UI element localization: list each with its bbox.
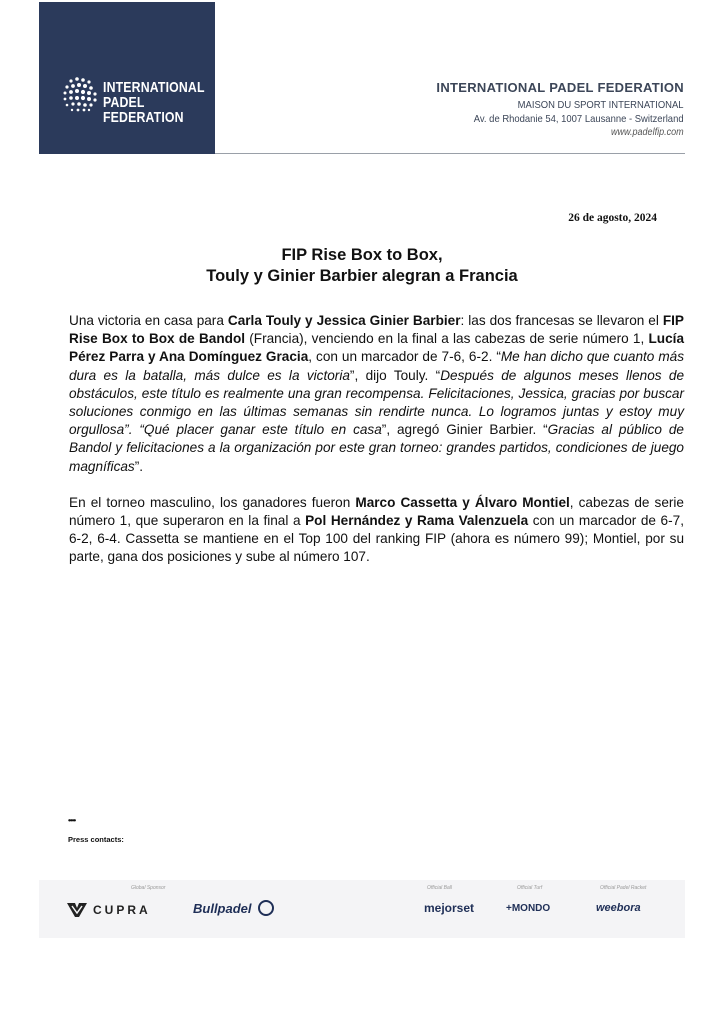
title-line-2: Touly y Ginier Barbier alegran a Francia [206, 267, 518, 285]
quote-text: Me han dicho que cuanto más dura es la batalla, más dulce es la victoria [69, 349, 684, 383]
separator-dots: •••• [68, 816, 76, 825]
text: ”, agregó Ginier Barbier. “ [381, 422, 548, 438]
text: , cabezas de serie número 1, que superaron en la final a [69, 494, 684, 529]
logo-line-2: PADEL [103, 94, 145, 111]
text: con un marcador de 6-7, 6-2, 6-4. Cassetta se mantiene en el Top 100 del ranking FIP (ahora es número 99); Montiel, por su parte, gana dos posiciones y sube al número 107. [69, 513, 684, 565]
logo-wordmark [103, 80, 205, 125]
sponsor-mondo-text: MONDO [511, 903, 551, 914]
text: (Francia), venciendo en la final a las cabezas de serie número 1, [245, 331, 649, 347]
press-contacts-label: Press contacts: [68, 835, 124, 844]
sponsors-bar [39, 880, 685, 938]
bold-text: Marco Cassetta y Álvaro Montiel [355, 494, 570, 510]
org-line-1: MAISON DU SPORT INTERNATIONAL [518, 99, 684, 111]
org-address-block [436, 80, 684, 140]
logo-line-3: FEDERATION [103, 109, 184, 126]
press-body [69, 312, 684, 585]
text: ”. [134, 458, 144, 474]
sponsor-mejorset: mejorset [424, 901, 475, 915]
sponsor-mondo [506, 903, 550, 914]
text: : las dos francesas se llevaron el [460, 313, 663, 328]
sponsor-label-ball: Official Ball [427, 885, 453, 891]
sponsor-label-global: Global Sponsor [131, 885, 166, 891]
text: , con un marcador de 7-6, 6-2. “ [308, 349, 501, 365]
bullpadel-emblem-icon [257, 900, 275, 916]
press-date: 26 de agosto, 2024 [568, 212, 657, 224]
bold-text: FIP Rise Box to Box de Bandol [69, 313, 684, 347]
header-divider [215, 153, 685, 154]
org-line-2: Av. de Rhodanie 54, 1007 Lausanne - Switzerland [474, 113, 684, 125]
sponsor-weebora: weebora [596, 902, 641, 914]
bold-text: Carla Touly y Jessica Ginier Barbier [227, 313, 461, 328]
sponsor-cupra: CUPRA [93, 903, 151, 917]
bold-text: Lucía Pérez Parra y Ana Domínguez Gracia [69, 331, 685, 365]
plus-icon: + [506, 903, 512, 914]
paragraph-women [69, 312, 684, 476]
logo-block [39, 2, 215, 154]
paragraph-men [69, 494, 684, 567]
bold-text: Pol Hernández y Rama Valenzuela [305, 513, 529, 529]
padel-ball-icon [57, 73, 101, 117]
press-title [60, 245, 664, 287]
sponsor-bullpadel: Bullpadel [193, 901, 252, 916]
title-line-1: FIP Rise Box to Box, [281, 246, 443, 264]
text: ”, dijo Touly. “ [349, 367, 441, 383]
quote-text: Después de algunos meses llenos de obstáculos, este título es realmente una gran recompensa. Felicitaciones, Jessica, gracias por buscar soluciones conmigo en las últimas semanas sin rendirte nunca. Lo logramos juntas y estoy muy orgullosa”. “Qué placer ganar este título en casa [69, 367, 685, 438]
quote-text: Gracias al público de Bandol y felicitaciones a la organización por este gran torneo: grandes partidos, condiciones de juego magníficas [69, 422, 684, 474]
org-name: INTERNATIONAL PADEL FEDERATION [436, 80, 684, 95]
text: En el torneo masculino, los ganadores fueron [69, 494, 356, 510]
text: Una victoria en casa para [69, 313, 228, 328]
sponsor-label-racket: Official Padel Racket [600, 885, 647, 891]
sponsor-label-turf: Official Turf [517, 885, 543, 891]
logo-line-1: INTERNATIONAL [103, 79, 205, 96]
cupra-emblem-icon [67, 903, 87, 917]
org-website-link[interactable]: www.padelfip.com [611, 127, 684, 138]
